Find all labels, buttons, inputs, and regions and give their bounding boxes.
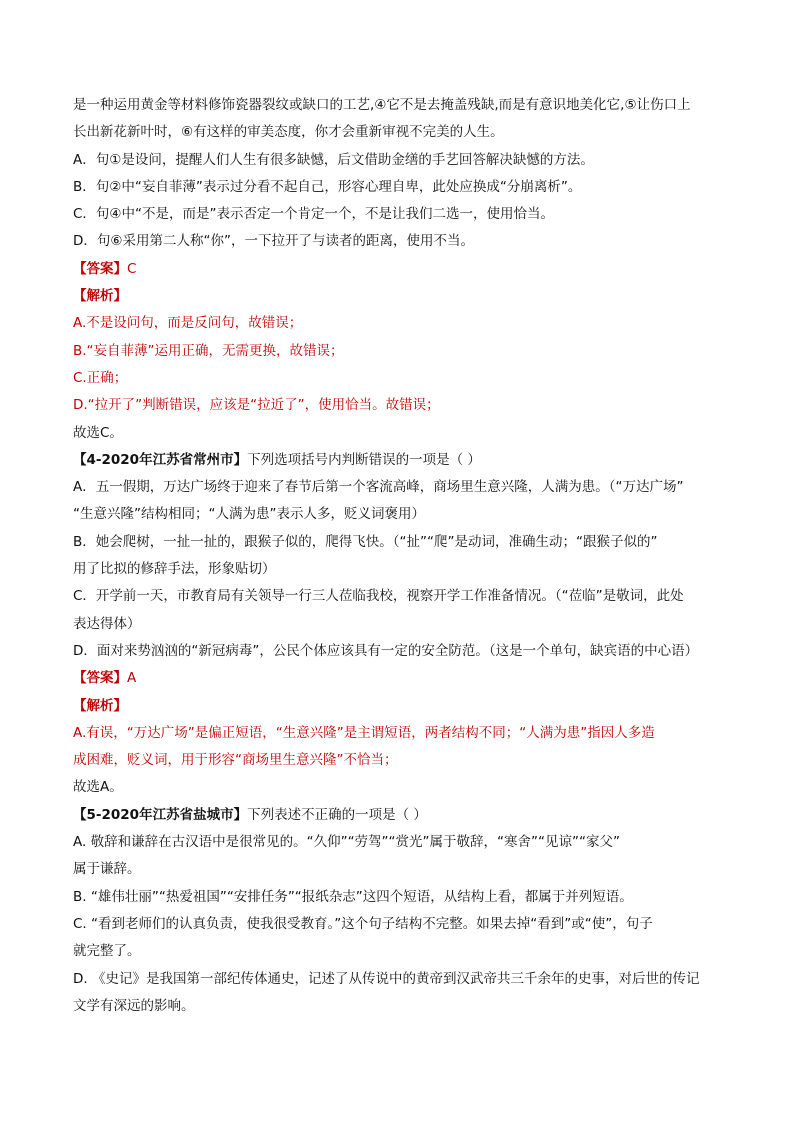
q4-analysis-line-1: A.有误，“万达广场”是偏正短语，“生意兴隆”是主谓短语，两者结构不同；“人满为患”指因人多造 (73, 724, 655, 741)
q4-option-a-line-1: A．五一假期，万达广场终于迎来了春节后第一个客流高峰，商场里生意兴隆，人满为患。（“万达广场” (73, 479, 684, 496)
analysis-line-d: D.“拉开了”判断错误，应该是“拉近了”，使用恰当。故错误； (73, 397, 440, 414)
q5-option-b: B. “雄伟壮丽”“热爱祖国”“安排任务”“报纸杂志”这四个短语，从结构上看，都属于并列短语。 (73, 888, 633, 905)
q4-answer-label: 【答案】 (73, 670, 127, 687)
q4-analysis-label-line (73, 693, 733, 720)
q5-option-c-line-1: C. “看到老师们的认真负责，使我很受教育。”这个句子结构不完整。如果去掉“看到”或“使”，句子 (73, 915, 653, 932)
q4-option-b-line-1: B．她会爬树，一扯一扯的，跟猴子似的，爬得飞快。（“扯”“爬”是动词，准确生动；“跟猴子似的” (73, 533, 658, 550)
q4-analysis-line-2: 成困难，贬义词，用于形容“商场里生意兴隆”不恰当； (73, 752, 398, 769)
q5-option-a-line-1: A. 敬辞和谦辞在古汉语中是很常见的。“久仰”“劳驾”“赏光”属于敬辞，“寒舍”“见谅”“家父” (73, 834, 621, 851)
analysis-label: 【解析】 (73, 288, 127, 305)
q4-conclusion: 故选A。 (73, 779, 123, 796)
analysis-line-a: A.不是设问句，而是反问句，故错误； (73, 315, 303, 332)
answer-value: C (127, 260, 137, 277)
q5-option-c-line-2: 就完整了。 (73, 943, 141, 960)
q4-analysis-label: 【解析】 (73, 697, 127, 714)
option-b: B．句②中“妄自菲薄”表示过分看不起自己，形容心理自卑，此处应换成“分崩离析”。 (73, 178, 582, 195)
document-body (73, 92, 733, 1020)
q5-option-d-line-1: D. 《史记》是我国第一部纪传体通史，记述了从传说中的黄帝到汉武帝共三千余年的史事，对后世的传记 (73, 970, 700, 987)
q4-option-b-line-2: 用了比拟的修辞手法，形象贴切） (73, 561, 276, 578)
question-5-header (73, 802, 733, 829)
question-4-source: 【4-2020年江苏省常州市】 (73, 451, 248, 468)
q4-option-c-line-2: 表达得体） (73, 615, 141, 632)
option-d: D．句⑥采用第二人称“你”，一下拉开了与读者的距离，使用不当。 (73, 233, 474, 250)
analysis-line-c: C.正确； (73, 369, 128, 386)
q4-option-d: D．面对来势汹汹的“新冠病毒”，公民个体应该具有一定的安全防范。（这是一个单句，缺宾语的中心语） (73, 642, 699, 659)
question-5-source: 【5-2020年江苏省盐城市】 (73, 806, 248, 823)
answer-line (73, 256, 733, 283)
answer-label: 【答案】 (73, 260, 127, 277)
q4-option-a-line-2: “生意兴隆”结构相同；“人满为患”表示人多，贬义词褒用） (73, 506, 425, 523)
analysis-line-b: B.“妄自菲薄”运用正确，无需更换，故错误； (73, 342, 344, 359)
option-a: A．句①是设问，提醒人们人生有很多缺憾，后文借助金缮的手艺回答解决缺憾的方法。 (73, 151, 594, 168)
conclusion-line: 故选C。 (73, 424, 123, 441)
q5-option-a-line-2: 属于谦辞。 (73, 861, 141, 878)
question-4-header (73, 447, 733, 474)
option-c: C．句④中“不是，而是”表示否定一个肯定一个，不是让我们二选一，使用恰当。 (73, 206, 555, 223)
q4-answer-line (73, 665, 733, 692)
question-5-prompt: 下列表述不正确的一项是（ ） (247, 806, 427, 823)
passage-line-2: 长出新花新叶时，⑥有这样的审美态度，你才会重新审视不完美的人生。 (73, 124, 504, 141)
analysis-label-line (73, 283, 733, 310)
q4-option-c-line-1: C．开学前一天，市教育局有关领导一行三人莅临我校，视察开学工作准备情况。（“莅临”是敬词，此处 (73, 588, 684, 605)
q5-option-d-line-2: 文学有深远的影响。 (73, 997, 195, 1014)
question-4-prompt: 下列选项括号内判断错误的一项是（ ） (247, 451, 481, 468)
passage-line-1: 是一种运用黄金等材料修饰瓷器裂纹或缺口的工艺,④它不是去掩盖残缺,而是有意识地美化它,⑤让伤口上 (73, 97, 691, 113)
q4-answer-value: A (127, 670, 137, 687)
